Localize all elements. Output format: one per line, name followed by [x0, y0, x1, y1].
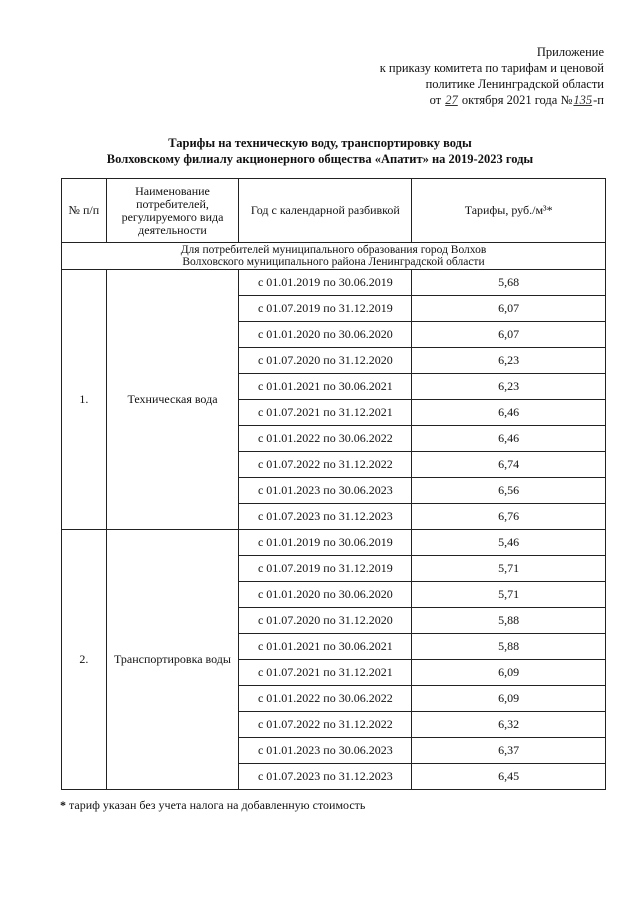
tariff-cell: 6,56: [412, 478, 606, 504]
tariff-cell: 6,46: [412, 426, 606, 452]
header-num: № п/п: [62, 179, 107, 243]
period-cell: с 01.07.2021 по 31.12.2021: [239, 660, 412, 686]
period-cell: с 01.07.2022 по 31.12.2022: [239, 712, 412, 738]
appendix-line-4: [284, 92, 604, 108]
tariffs-table: [61, 178, 606, 790]
tariff-cell: 6,37: [412, 738, 606, 764]
tariff-cell: 5,68: [412, 270, 606, 296]
footnote-text: тариф указан без учета налога на добавленную стоимость: [66, 798, 366, 812]
order-date-prefix: от: [429, 93, 442, 107]
period-cell: с 01.01.2023 по 30.06.2023: [239, 738, 412, 764]
period-cell: с 01.01.2020 по 30.06.2020: [239, 322, 412, 348]
appendix-line-3: политике Ленинградской области: [425, 77, 604, 91]
header-period: Год с календарной разбивкой: [239, 179, 412, 243]
tariff-cell: 6,76: [412, 504, 606, 530]
tariff-cell: 6,32: [412, 712, 606, 738]
section-name: Транспортировка воды: [106, 530, 239, 790]
table-row: [62, 530, 606, 556]
tariff-cell: 5,88: [412, 608, 606, 634]
header-tariff: Тарифы, руб./м³*: [412, 179, 606, 243]
appendix-line-2: к приказу комитета по тарифам и ценовой: [379, 61, 604, 75]
period-cell: с 01.07.2019 по 31.12.2019: [239, 296, 412, 322]
tariff-cell: 6,07: [412, 322, 606, 348]
tariff-cell: 6,07: [412, 296, 606, 322]
period-cell: с 01.07.2022 по 31.12.2022: [239, 452, 412, 478]
appendix-line-1: Приложение: [536, 45, 604, 59]
period-cell: с 01.07.2021 по 31.12.2021: [239, 400, 412, 426]
tariff-cell: 6,23: [412, 374, 606, 400]
period-cell: с 01.01.2022 по 30.06.2022: [239, 686, 412, 712]
tariff-cell: 6,46: [412, 400, 606, 426]
order-number-suffix: -п: [593, 93, 604, 107]
section-number: 1.: [62, 270, 107, 530]
document-title: [0, 135, 640, 167]
group-label-line-1: Для потребителей муниципального образования город Волхов: [180, 244, 487, 256]
tariff-cell: 6,23: [412, 348, 606, 374]
period-cell: с 01.07.2023 по 31.12.2023: [239, 504, 412, 530]
period-cell: с 01.01.2022 по 30.06.2022: [239, 426, 412, 452]
period-cell: с 01.01.2019 по 30.06.2019: [239, 530, 412, 556]
tariff-cell: 6,09: [412, 660, 606, 686]
period-cell: с 01.01.2020 по 30.06.2020: [239, 582, 412, 608]
period-cell: с 01.01.2019 по 30.06.2019: [239, 270, 412, 296]
tariff-cell: 6,09: [412, 686, 606, 712]
group-label: [62, 243, 606, 270]
order-day-handwritten: 27: [445, 93, 458, 107]
group-row: [62, 243, 606, 270]
group-label-line-2: Волховского муниципального района Ленинградской области: [182, 256, 485, 268]
period-cell: с 01.01.2021 по 30.06.2021: [239, 374, 412, 400]
order-date-middle: октября 2021 года №: [461, 93, 573, 107]
period-cell: с 01.07.2020 по 31.12.2020: [239, 608, 412, 634]
document-title-line-1: Тарифы на техническую воду, транспортировку воды: [168, 136, 472, 150]
section-number: 2.: [62, 530, 107, 790]
order-number-handwritten: 135: [573, 93, 593, 107]
period-cell: с 01.01.2021 по 30.06.2021: [239, 634, 412, 660]
tariff-cell: 5,46: [412, 530, 606, 556]
tariff-cell: 6,74: [412, 452, 606, 478]
tariff-cell: 6,45: [412, 764, 606, 790]
period-cell: с 01.07.2020 по 31.12.2020: [239, 348, 412, 374]
header-name: Наименование потребителей, регулируемого вида деятельности: [106, 179, 239, 243]
footnote: [60, 798, 365, 813]
tariff-cell: 5,88: [412, 634, 606, 660]
table-row: [62, 270, 606, 296]
tariff-cell: 5,71: [412, 582, 606, 608]
period-cell: с 01.07.2023 по 31.12.2023: [239, 764, 412, 790]
appendix-header: [284, 44, 604, 108]
period-cell: с 01.01.2023 по 30.06.2023: [239, 478, 412, 504]
section-name: Техническая вода: [106, 270, 239, 530]
period-cell: с 01.07.2019 по 31.12.2019: [239, 556, 412, 582]
tariff-cell: 5,71: [412, 556, 606, 582]
table-header-row: [62, 179, 606, 243]
document-title-line-2: Волховскому филиалу акционерного общества «Апатит» на 2019-2023 годы: [106, 152, 534, 166]
footnote-star: *: [60, 798, 66, 812]
